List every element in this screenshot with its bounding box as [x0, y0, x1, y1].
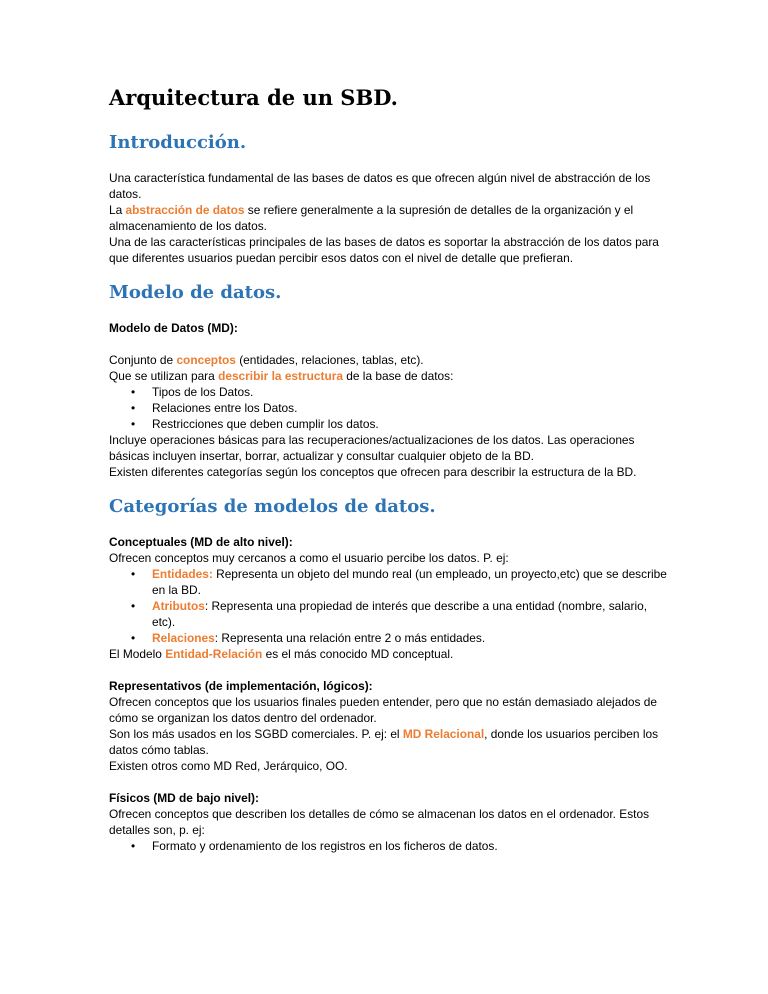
subheading-representativos: Representativos (de implementación, lógicos): [109, 679, 373, 693]
document-page [109, 84, 669, 854]
heading-categorias: Categorías de modelos de datos. [109, 496, 436, 517]
bullet-icon: • [131, 401, 136, 415]
modelo-bullet-list [109, 384, 669, 432]
list-item: • Relaciones entre los Datos. [131, 401, 298, 415]
list-item: • Tipos de los Datos. [131, 385, 254, 399]
highlight-entidad-relacion: Entidad-Relación [165, 647, 263, 661]
modelo-paragraph-categorias: Existen diferentes categorías según los conceptos que ofrecen para describir la estructura de la BD. [109, 465, 637, 479]
heading-modelo-de-datos: Modelo de datos. [109, 282, 282, 303]
modelo-line-2: Que se utilizan para describir la estructura de la base de datos: [109, 369, 454, 383]
highlight-describir-estructura: describir la estructura [218, 369, 343, 383]
list-item: • Formato y ordenamiento de los registros en los ficheros de datos. [131, 839, 498, 853]
representativos-paragraph-3: Existen otros como MD Red, Jerárquico, OO. [109, 759, 348, 773]
intro-paragraph-3: Una de las características principales de las bases de datos es soportar la abstracción de los datos para que diferentes usuarios puedan percibir esos datos con el nivel de detalle que prefieran. [109, 235, 659, 265]
intro-paragraph-1: Una característica fundamental de las bases de datos es que ofrecen algún nivel de abstracción de los datos. [109, 171, 651, 201]
list-item: • Entidades: Representa un objeto del mundo real (un empleado, un proyecto,etc) que se describe en la BD. [131, 567, 667, 597]
conceptuales-intro: Ofrecen conceptos muy cercanos a como el usuario percibe los datos. P. ej: [109, 551, 509, 565]
bullet-icon: • [131, 839, 136, 853]
list-item: • Restricciones que deben cumplir los datos. [131, 417, 379, 431]
fisicos-paragraph-1: Ofrecen conceptos que describen los detalles de cómo se almacenan los datos en el ordenador. Estos detalles son, p. ej: [109, 807, 650, 837]
bullet-icon: • [131, 599, 136, 613]
intro-paragraph-2: La abstracción de datos se refiere generalmente a la supresión de detalles de la organización y el almacenamiento de los datos. [109, 203, 634, 233]
bullet-icon: • [131, 385, 136, 399]
list-item: • Atributos: Representa una propiedad de interés que describe a una entidad (nombre, salario, etc). [131, 599, 648, 629]
highlight-conceptos: conceptos [176, 353, 236, 367]
representativos-paragraph-2: Son los más usados en los SGBD comerciales. P. ej: el MD Relacional, donde los usuarios perciben los datos cómo tablas. [109, 727, 659, 757]
heading-introduccion: Introducción. [109, 132, 247, 153]
subheading-modelo-datos: Modelo de Datos (MD): [109, 321, 238, 335]
list-item: • Relaciones: Representa una relación entre 2 o más entidades. [131, 631, 486, 645]
fisicos-bullet-list [109, 838, 669, 854]
conceptuales-outro: El Modelo Entidad-Relación es el más conocido MD conceptual. [109, 647, 454, 661]
subheading-fisicos: Físicos (MD de bajo nivel): [109, 791, 259, 805]
highlight-md-relacional: MD Relacional [402, 727, 485, 741]
representativos-paragraph-1: Ofrecen conceptos que los usuarios finales pueden entender, pero que no están demasiado alejados de cómo se organizan los datos dentro del ordenador. [109, 695, 658, 725]
bullet-icon: • [131, 631, 136, 645]
conceptuales-bullet-list [109, 566, 669, 646]
highlight-abstraccion: abstracción de datos [125, 203, 245, 217]
modelo-line-1: Conjunto de conceptos (entidades, relaciones, tablas, etc). [109, 353, 424, 367]
bullet-icon: • [131, 567, 136, 581]
page-title: Arquitectura de un SBD. [109, 85, 398, 110]
modelo-paragraph-operaciones: Incluye operaciones básicas para las recuperaciones/actualizaciones de los datos. Las operaciones básicas incluyen insertar, borrar, actualizar y consultar cualquier objeto de la BD. [109, 433, 635, 463]
subheading-conceptuales: Conceptuales (MD de alto nivel): [109, 535, 293, 549]
bullet-icon: • [131, 417, 136, 431]
